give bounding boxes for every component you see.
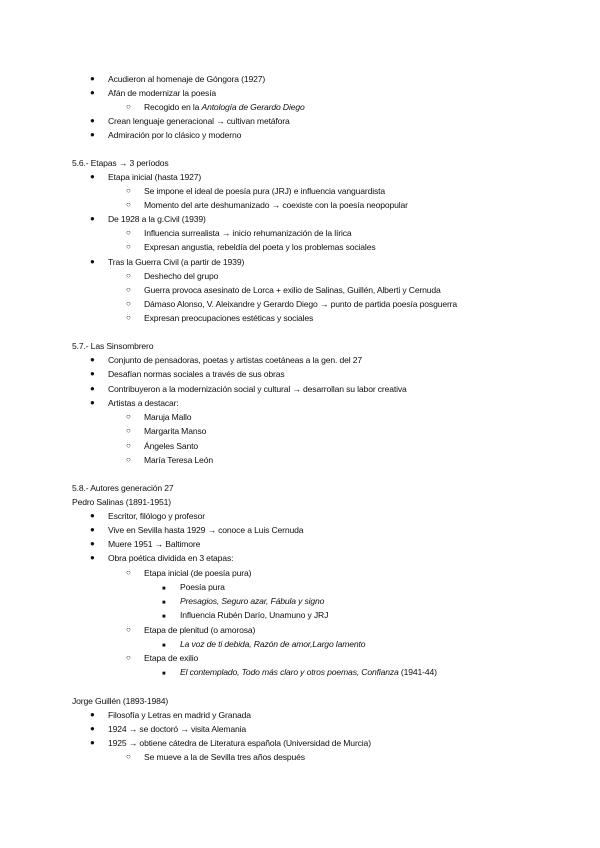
circle-bullet-icon: ○: [126, 426, 131, 435]
bullet-icon: ●: [90, 130, 95, 139]
list-item: ○ Margarita Manso: [126, 426, 207, 436]
square-bullet-icon: ■: [162, 643, 166, 649]
circle-bullet-icon: ○: [126, 228, 131, 237]
circle-bullet-icon: ○: [126, 625, 131, 634]
list-item: ● Obra poética dividida en 3 etapas:: [90, 553, 234, 563]
circle-bullet-icon: ○: [126, 412, 131, 421]
square-bullet-icon: ■: [162, 586, 166, 592]
list-item: ○ Se mueve a la de Sevilla tres años después: [126, 752, 305, 762]
bullet-icon: ●: [90, 553, 95, 562]
circle-bullet-icon: ○: [126, 186, 131, 195]
circle-bullet-icon: ○: [126, 102, 131, 111]
section-heading: 5.7.- Las Sinsombrero: [72, 341, 154, 351]
bullet-icon: ●: [90, 88, 95, 97]
list-item: ● Filosofía y Letras en madrid y Granada: [90, 710, 251, 720]
bullet-icon: ●: [90, 539, 95, 548]
bullet-icon: ●: [90, 710, 95, 719]
list-item: ○ Dámaso Alonso, V. Aleixandre y Gerardo Diego → punto de partida poesía posguerra: [126, 299, 458, 309]
list-item: ○ Expresan preocupaciones estéticas y sociales: [126, 313, 314, 323]
circle-bullet-icon: ○: [126, 299, 131, 308]
list-item: ● Admiración por lo clásico y moderno: [90, 130, 242, 140]
square-bullet-icon: ■: [162, 671, 166, 677]
list-item: ■ Poesía pura: [180, 581, 225, 593]
circle-bullet-icon: ○: [126, 200, 131, 209]
list-item: ● 1925 → obtiene cátedra de Literatura española (Universidad de Murcia): [90, 738, 371, 748]
author-name: Jorge Guillén (1893-1984): [72, 696, 169, 706]
bullet-icon: ●: [90, 355, 95, 364]
list-item: ○ Etapa de exilio: [126, 653, 199, 663]
list-item: ○ Etapa de plenitud (o amorosa): [126, 625, 256, 635]
list-item: ○ María Teresa León: [126, 455, 213, 465]
list-item: ● Escritor, filólogo y profesor: [90, 511, 205, 521]
list-item: ● Contribuyeron a la modernización social y cultural → desarrollan su labor creativa: [90, 384, 407, 394]
list-item: ○ Recogido en la Antología de Gerardo Diego: [126, 102, 305, 112]
list-item: ● De 1928 a la g.Civil (1939): [90, 214, 206, 224]
circle-bullet-icon: ○: [126, 242, 131, 251]
circle-bullet-icon: ○: [126, 455, 131, 464]
list-item: ● Vive en Sevilla hasta 1929 → conoce a Luis Cernuda: [90, 525, 304, 535]
list-item: ● Conjunto de pensadoras, poetas y artistas coetáneas a la gen. del 27: [90, 355, 362, 365]
list-item: ● 1924 → se doctoró → visita Alemania: [90, 724, 247, 734]
circle-bullet-icon: ○: [126, 285, 131, 294]
square-bullet-icon: ■: [162, 600, 166, 606]
list-item: ■ El contemplado, Todo más claro y otros poemas, Confianza (1941-44): [180, 666, 437, 678]
circle-bullet-icon: ○: [126, 271, 131, 280]
list-item: ○ Momento del arte deshumanizado → coexiste con la poesía neopopular: [126, 200, 408, 210]
list-item: ● Afán de modernizar la poesía: [90, 88, 217, 98]
bullet-icon: ●: [90, 257, 95, 266]
section-heading: 5.8.- Autores generación 27: [72, 483, 174, 493]
circle-bullet-icon: ○: [126, 752, 131, 761]
list-item: ○ Maruja Mallo: [126, 412, 192, 422]
list-item: ○ Influencia surrealista → inicio rehumanización de la lírica: [126, 228, 352, 238]
bullet-icon: ●: [90, 724, 95, 733]
bullet-icon: ●: [90, 511, 95, 520]
bullet-icon: ●: [90, 525, 95, 534]
list-item: ○ Se impone el ideal de poesía pura (JRJ) e influencia vanguardista: [126, 186, 386, 196]
circle-bullet-icon: ○: [126, 313, 131, 322]
list-item: ● Acudieron al homenaje de Góngora (1927): [90, 74, 266, 84]
list-item: ○ Expresan angustia, rebeldía del poeta y los problemas sociales: [126, 242, 376, 252]
circle-bullet-icon: ○: [126, 568, 131, 577]
circle-bullet-icon: ○: [126, 653, 131, 662]
bullet-icon: ●: [90, 369, 95, 378]
list-item: ● Crean lenguaje generacional → cultivan metáfora: [90, 116, 290, 126]
bullet-icon: ●: [90, 116, 95, 125]
list-item: ○ Guerra provoca asesinato de Lorca + exilio de Salinas, Guillén, Alberti y Cernuda: [126, 285, 441, 295]
list-item: ■ Presagios, Seguro azar, Fábula y signo: [180, 595, 324, 607]
list-item: ● Artistas a destacar:: [90, 398, 179, 408]
bullet-icon: ●: [90, 384, 95, 393]
bullet-icon: ●: [90, 74, 95, 83]
bullet-icon: ●: [90, 214, 95, 223]
section-heading: 5.6.- Etapas → 3 períodos: [72, 158, 169, 168]
square-bullet-icon: ■: [162, 614, 166, 620]
bullet-icon: ●: [90, 738, 95, 747]
list-item: ○ Deshecho del grupo: [126, 271, 219, 281]
list-item: ○ Etapa inicial (de poesía pura): [126, 568, 252, 578]
bullet-icon: ●: [90, 172, 95, 181]
author-name: Pedro Salinas (1891-1951): [72, 497, 171, 507]
list-item: ○ Ángeles Santo: [126, 441, 198, 451]
list-item: ● Muere 1951 → Baltimore: [90, 539, 201, 549]
circle-bullet-icon: ○: [126, 441, 131, 450]
list-item: ● Tras la Guerra Civil (a partir de 1939): [90, 257, 245, 267]
list-item: ■ Influencia Rubén Darío, Unamuno y JRJ: [180, 609, 328, 621]
list-item: ● Desafían normas sociales a través de sus obras: [90, 369, 285, 379]
bullet-icon: ●: [90, 398, 95, 407]
list-item: ● Etapa inicial (hasta 1927): [90, 172, 202, 182]
list-item: ■ La voz de ti debida, Razón de amor,Largo lamento: [180, 638, 365, 650]
